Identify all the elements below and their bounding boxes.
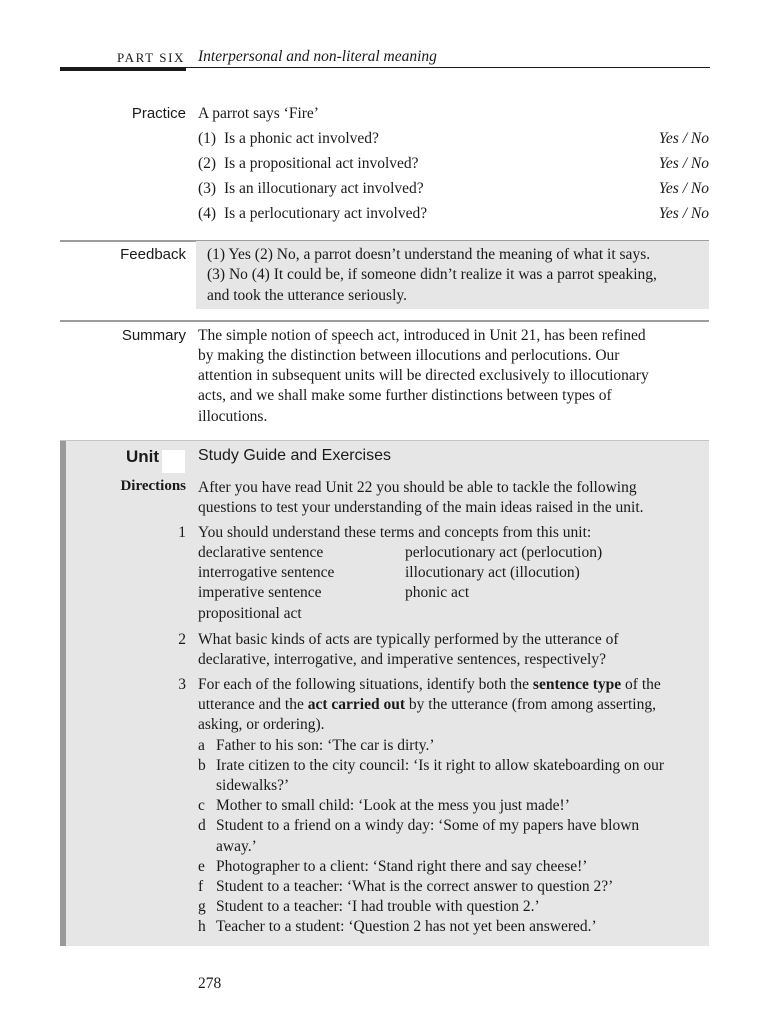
practice-item-text: Is a propositional act involved? <box>223 155 419 172</box>
practice-item-answer: Yes / No <box>658 155 709 172</box>
term: interrogative sentence <box>198 564 335 581</box>
practice-item <box>198 179 710 199</box>
directions-line: After you have read Unit 22 you should be able to tackle the following <box>198 479 637 496</box>
question-number: 1 <box>178 524 186 541</box>
item-text: Student to a teacher: ‘I had trouble with question 2.’ <box>216 898 540 915</box>
directions-line: questions to test your understanding of the main ideas raised in the unit. <box>198 499 644 516</box>
practice-item-num: (3) <box>198 180 217 197</box>
practice-item-answer: Yes / No <box>658 130 709 147</box>
term: propositional act <box>198 605 302 622</box>
question-text-part: utterance and the <box>198 696 308 713</box>
item-text: Father to his son: ‘The car is dirty.’ <box>216 737 435 754</box>
question-text-part: of the <box>621 676 661 693</box>
practice-item-text: Is a perlocutionary act involved? <box>223 205 428 222</box>
item-text: Mother to small child: ‘Look at the mess you just made!’ <box>216 797 570 814</box>
term: perlocutionary act (perlocution) <box>405 544 603 561</box>
practice-prompt: A parrot says ‘Fire’ <box>198 105 319 122</box>
header-rule-thin <box>186 67 710 68</box>
practice-item-answer: Yes / No <box>658 180 709 197</box>
item-letter: e <box>198 858 205 875</box>
practice-item-num: (2) <box>198 155 217 172</box>
feedback-label: Feedback <box>120 246 186 263</box>
item-text: sidewalks?’ <box>216 777 290 794</box>
item-letter: a <box>198 737 205 754</box>
question-line: asking, or ordering). <box>198 716 325 733</box>
question-line <box>198 675 661 695</box>
practice-item-text: Is an illocutionary act involved? <box>223 180 424 197</box>
unit-label: Unit <box>126 447 160 466</box>
unit-panel-bar <box>60 441 66 946</box>
item-letter: b <box>198 757 206 774</box>
question-bold-term: sentence type <box>532 676 622 693</box>
item-text: away.’ <box>216 838 257 855</box>
question-text-part: by the utterance (from among asserting, <box>405 696 656 713</box>
page-number: 278 <box>198 975 222 992</box>
item-letter: h <box>198 918 206 935</box>
question-text-part: For each of the following situations, identify both the <box>198 676 533 693</box>
summary-line: acts, and we shall make some further distinctions between types of <box>198 387 612 404</box>
question-number: 3 <box>178 676 186 693</box>
summary-line: by making the distinction between illocutions and perlocutions. Our <box>198 347 620 364</box>
unit-heading: Study Guide and Exercises <box>198 447 391 464</box>
item-text: Irate citizen to the city council: ‘Is it right to allow skateboarding on our <box>216 757 665 774</box>
summary-line: illocutions. <box>198 408 268 425</box>
item-letter: g <box>198 898 206 915</box>
item-text: Photographer to a client: ‘Stand right there and say cheese!’ <box>216 858 588 875</box>
practice-item-answer: Yes / No <box>658 205 709 222</box>
feedback-line: and took the utterance seriously. <box>207 287 408 304</box>
item-letter: d <box>198 817 206 834</box>
term: illocutionary act (illocution) <box>405 564 580 581</box>
practice-item-num: (1) <box>198 130 217 147</box>
practice-label: Practice <box>131 105 186 122</box>
question-line <box>198 695 656 715</box>
item-letter: f <box>198 878 204 895</box>
question-line: declarative, interrogative, and imperative sentences, respectively? <box>198 651 606 668</box>
running-header-part: PART SIX <box>117 50 186 65</box>
practice-item <box>198 129 710 149</box>
practice-item <box>198 154 710 174</box>
item-letter: c <box>198 797 205 814</box>
feedback-line: (1) Yes (2) No, a parrot doesn’t understand the meaning of what it says. <box>207 246 651 263</box>
question-number: 2 <box>178 631 186 648</box>
summary-line: The simple notion of speech act, introduced in Unit 21, has been refined <box>198 327 646 344</box>
question-text: You should understand these terms and concepts from this unit: <box>198 524 592 541</box>
practice-item-num: (4) <box>198 205 217 222</box>
section-divider <box>60 320 709 322</box>
summary-label: Summary <box>121 327 186 344</box>
item-text: Student to a teacher: ‘What is the correct answer to question 2?’ <box>216 878 614 895</box>
feedback-line: (3) No (4) It could be, if someone didn’t realize it was a parrot speaking, <box>207 266 657 283</box>
question-line: What basic kinds of acts are typically performed by the utterance of <box>198 631 619 648</box>
directions-label: Directions <box>120 478 186 494</box>
item-text: Teacher to a student: ‘Question 2 has not yet been answered.’ <box>216 918 597 935</box>
question-bold-term: act carried out <box>307 696 406 713</box>
running-header-title: Interpersonal and non-literal meaning <box>198 48 437 65</box>
item-text: Student to a friend on a windy day: ‘Some of my papers have blown <box>216 817 640 834</box>
summary-line: attention in subsequent units will be directed exclusively to illocutionary <box>198 367 649 384</box>
term: declarative sentence <box>198 544 324 561</box>
unit-number-box <box>162 450 185 473</box>
term: phonic act <box>405 584 470 601</box>
term: imperative sentence <box>198 584 322 601</box>
practice-item <box>198 204 710 224</box>
practice-item-text: Is a phonic act involved? <box>223 130 379 147</box>
header-rule-thick <box>60 67 186 71</box>
